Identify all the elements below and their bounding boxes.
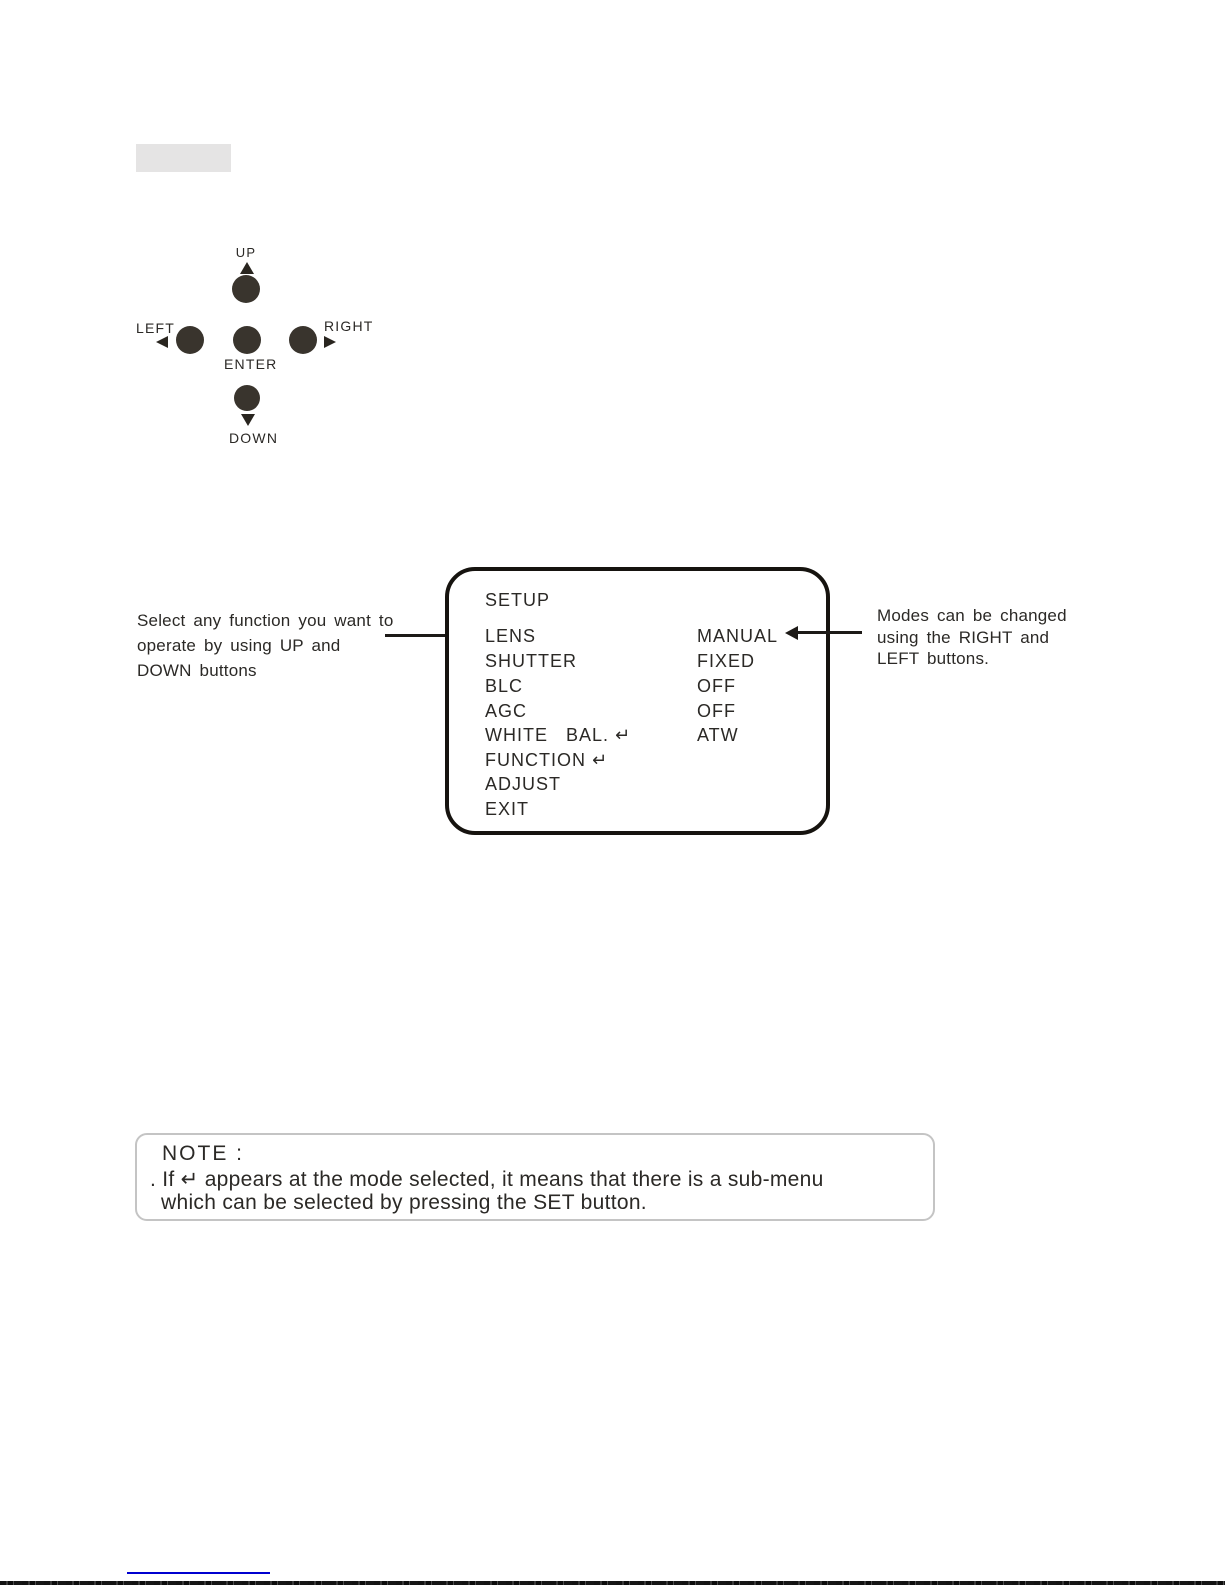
down-button-label: DOWN: [229, 430, 279, 446]
left-button-label: LEFT: [136, 320, 176, 336]
menu-item-value: MANUAL: [697, 626, 779, 646]
down-arrow-icon: [241, 414, 255, 426]
callout-line: Select any function you want to: [137, 611, 394, 630]
menu-item-label: LENS: [485, 626, 537, 646]
up-arrow-icon: [240, 262, 254, 274]
note-text-line: . If ↵ appears at the mode selected, it means that there is a sub-menu: [150, 1168, 824, 1191]
right-button: [289, 326, 317, 354]
menu-item-value: OFF: [697, 701, 736, 721]
up-button: [232, 275, 260, 303]
callout-line: LEFT buttons.: [877, 649, 990, 668]
left-button: [176, 326, 204, 354]
callout-line: Modes can be changed: [877, 606, 1067, 625]
menu-item-label: ADJUST: [485, 774, 562, 794]
menu-item-label: EXIT: [485, 799, 530, 819]
callout-line: DOWN buttons: [137, 661, 257, 680]
menu-item-label: SHUTTER: [485, 651, 577, 671]
right-callout-text: [877, 605, 1067, 670]
setup-menu-panel: [445, 567, 830, 835]
right-button-label: RIGHT: [324, 318, 374, 334]
menu-item-label: WHITE BAL. ↵: [485, 725, 632, 745]
menu-item-value: ATW: [697, 725, 739, 745]
right-callout-arrowhead-icon: [785, 626, 798, 640]
right-arrow-icon: [324, 336, 336, 348]
callout-line: using the RIGHT and: [877, 627, 1050, 647]
section-heading-placeholder: [136, 144, 231, 172]
right-callout-arrow-line: [798, 631, 862, 634]
left-arrow-icon: [156, 336, 168, 348]
menu-item-value: OFF: [697, 676, 736, 696]
menu-item-value: FIXED: [697, 651, 756, 671]
note-box: [135, 1133, 935, 1221]
menu-item-label: FUNCTION ↵: [485, 750, 609, 770]
footer-link-underline[interactable]: [127, 1572, 270, 1574]
menu-item-label: AGC: [485, 701, 528, 721]
scan-edge-artifact: [0, 1581, 1225, 1585]
left-callout-text: [137, 608, 394, 683]
note-text-line: which can be selected by pressing the SET button.: [161, 1191, 647, 1214]
up-button-label: UP: [235, 245, 257, 260]
enter-button-label: ENTER: [224, 356, 278, 372]
setup-menu-title: SETUP: [485, 590, 551, 610]
callout-line: operate by using UP and: [137, 636, 341, 655]
menu-item-label: BLC: [485, 676, 524, 696]
enter-button: [233, 326, 261, 354]
note-heading: NOTE :: [162, 1142, 245, 1165]
down-button: [234, 385, 260, 411]
